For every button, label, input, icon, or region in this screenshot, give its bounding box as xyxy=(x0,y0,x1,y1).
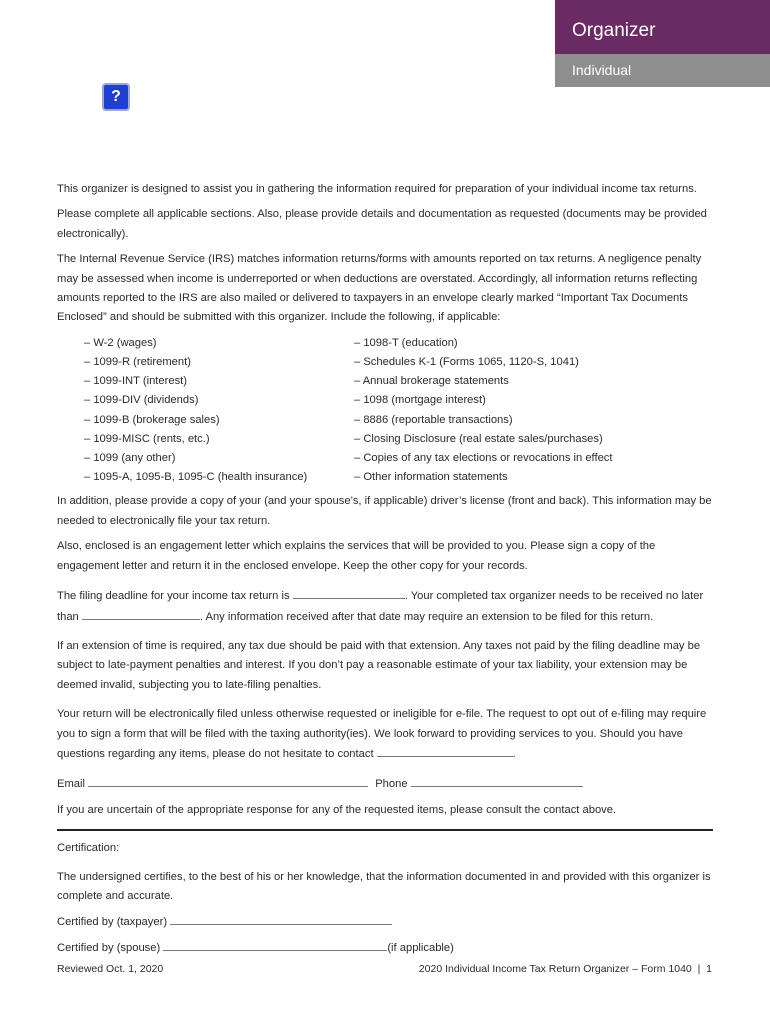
deadline-text-1: The filing deadline for your income tax return is xyxy=(57,590,293,603)
list-item: – 1099-R (retirement) xyxy=(84,356,191,369)
efile-paragraph xyxy=(57,705,713,764)
list-item: – Annual brokerage statements xyxy=(354,375,509,388)
efile-end: . xyxy=(512,747,516,760)
footer-reviewed-date: Reviewed Oct. 1, 2020 xyxy=(57,963,164,975)
receive-by-date-field[interactable] xyxy=(82,607,200,620)
certified-taxpayer-label: Certified by (taxpayer) xyxy=(57,916,168,929)
certified-spouse-line xyxy=(57,938,713,958)
efile-text: Your return will be electronically filed unless otherwise requested or ineligible for e-file. The request to opt out of e-filing may require you to sign a form that will be filed with the taxing authority(ies). We look forward to providing services to you. Should you have questions regarding any items, please do not hesitate to contact xyxy=(57,708,707,760)
list-item: – 1095-A, 1095-B, 1095-C (health insurance) xyxy=(84,471,308,484)
filing-deadline-field[interactable] xyxy=(293,586,405,599)
banner-subtitle: Individual xyxy=(555,54,770,87)
deadline-text-2: . Your completed tax organizer needs to be received no later than xyxy=(57,590,704,623)
certified-spouse-label: Certified by (spouse) xyxy=(57,941,161,954)
engagement-paragraph: Also, enclosed is an engagement letter which explains the services that will be provided to you. Please sign a copy of the engagement letter and return it in the enclosed envelope. Keep the other copy for your records. xyxy=(57,540,656,572)
list-item: – 1098 (mortgage interest) xyxy=(354,394,486,407)
contact-line xyxy=(57,774,713,794)
help-icon[interactable]: ? xyxy=(102,83,130,111)
list-item: – 1099-DIV (dividends) xyxy=(84,394,199,407)
list-item: – Other information statements xyxy=(354,471,508,484)
certification-heading: Certification: xyxy=(57,842,120,855)
taxpayer-signature-field[interactable] xyxy=(170,912,392,925)
list-item: – Copies of any tax elections or revocations in effect xyxy=(354,452,613,465)
section-divider xyxy=(57,829,713,831)
spouse-signature-field[interactable] xyxy=(163,938,387,951)
license-paragraph: In addition, please provide a copy of your (and your spouse’s, if applicable) driver’s license (front and back). This information may be needed to electronically file your tax return. xyxy=(57,495,712,527)
phone-field[interactable] xyxy=(411,774,583,787)
if-applicable-label: (if applicable) xyxy=(387,941,454,954)
list-item: – 1099-B (brokerage sales) xyxy=(84,413,220,426)
phone-label: Phone xyxy=(375,778,408,791)
documents-list-left xyxy=(57,334,354,488)
list-item: – 1099-INT (interest) xyxy=(84,375,188,388)
documents-list xyxy=(57,334,713,488)
banner-title: Organizer xyxy=(555,0,770,54)
email-label: Email xyxy=(57,778,85,791)
certified-taxpayer-line xyxy=(57,912,713,932)
page-footer xyxy=(57,963,712,975)
documents-list-right xyxy=(354,334,613,488)
email-field[interactable] xyxy=(88,774,368,787)
list-item: – 1098-T (education) xyxy=(354,336,458,349)
list-item: – 8886 (reportable transactions) xyxy=(354,413,513,426)
deadline-paragraph xyxy=(57,586,713,627)
intro-paragraph-3: The Internal Revenue Service (IRS) matches information returns/forms with amounts reported on tax returns. A negligence penalty may be assessed when income is underreported or when deductions are overstated. Accordingly, all information returns reflecting amounts reported to the IRS are also mailed or delivered to taxpayers in an envelope clearly marked “Important Tax Documents Enclosed” and should be submitted with this organizer. Include the following, if applicable: xyxy=(57,253,702,324)
list-item: – 1099 (any other) xyxy=(84,452,176,465)
extension-paragraph: If an extension of time is required, any tax due should be paid with that extension. Any taxes not paid by the filing deadline may be subject to late-payment penalties and interest. If you don’t pay a reasonable estimate of your tax liability, your extension may be deemed invalid, subjecting you to late-filing penalties. xyxy=(57,639,701,691)
intro-paragraph-2: Please complete all applicable sections. Also, please provide details and documentation as requested (documents may be provided electronically). xyxy=(57,208,707,240)
footer-form-title: 2020 Individual Income Tax Return Organizer – Form 1040 | 1 xyxy=(418,963,712,975)
contact-name-field[interactable] xyxy=(377,744,513,757)
deadline-text-3: . Any information received after that date may require an extension to be filed for this return. xyxy=(199,610,654,623)
uncertain-paragraph: If you are uncertain of the appropriate response for any of the requested items, please consult the contact above. xyxy=(57,803,617,816)
list-item: – 1099-MISC (rents, etc.) xyxy=(84,432,210,445)
list-item: – Schedules K-1 (Forms 1065, 1120-S, 1041) xyxy=(354,356,579,369)
list-item: – W-2 (wages) xyxy=(84,336,157,349)
certification-text: The undersigned certifies, to the best of his or her knowledge, that the information documented in and provided with this organizer is complete and accurate. xyxy=(57,870,711,902)
list-item: – Closing Disclosure (real estate sales/purchases) xyxy=(354,432,603,445)
intro-paragraph-1: This organizer is designed to assist you in gathering the information required for preparation of your individual income tax returns. xyxy=(57,183,697,195)
organizer-banner xyxy=(555,0,770,87)
organizer-body xyxy=(57,180,713,964)
